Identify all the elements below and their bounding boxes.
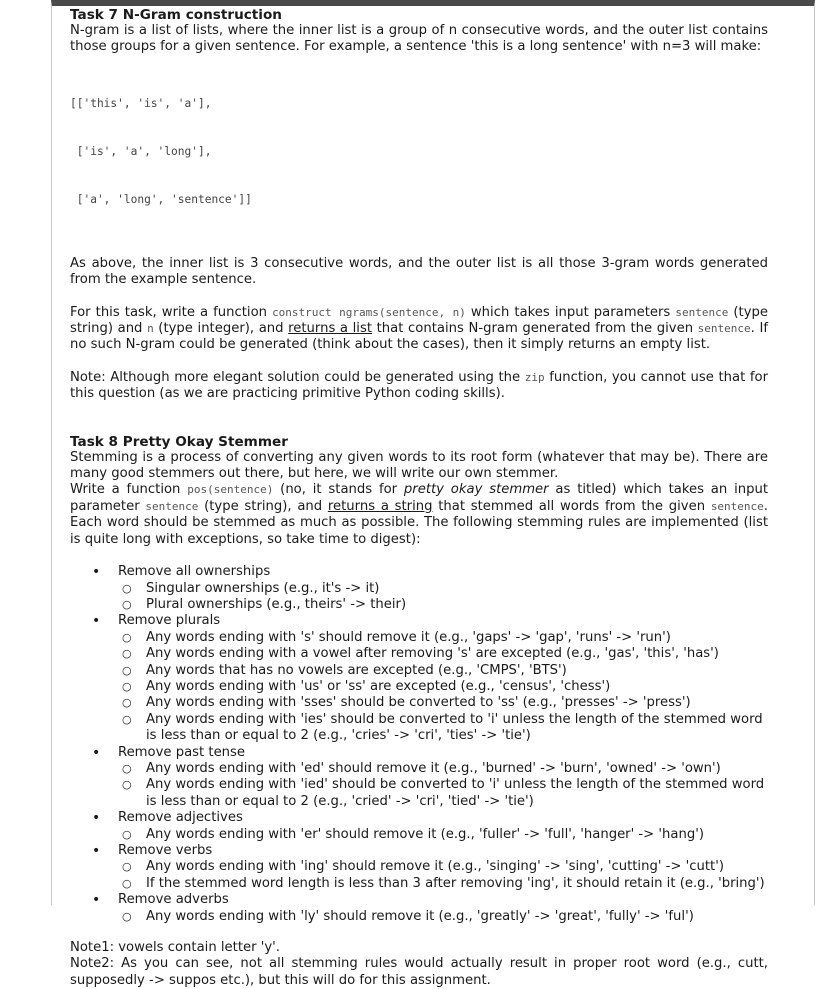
text: Note: Although more elegant solution could be generated using the [70, 369, 525, 385]
text: which takes input parameters [465, 304, 676, 320]
list-item-text: Plural ownerships (e.g., theirs' -> their) [146, 596, 407, 612]
text: For this task, write a function [70, 304, 273, 320]
circle-bullet-icon: ○ [122, 647, 132, 661]
list-item [118, 581, 768, 597]
text: (type integer), and [153, 321, 289, 337]
rule-plurals [70, 613, 768, 744]
list-item-text: Any words ending with 'ly' should remove it (e.g., 'greatly' -> 'great', 'fully' -> 'ful') [146, 908, 694, 924]
rule-label: Remove past tense [118, 744, 246, 760]
text: Write a function [70, 482, 188, 498]
task8-intro: Stemming is a process of converting any given words to its root form (whatever that may be). There are many good stemmers out there, but here, we will write our own stemmer. [70, 449, 768, 482]
list-item-text: Any words ending with 'ed' should remove it (e.g., 'burned' -> 'burn', 'owned' -> 'own') [146, 760, 721, 776]
list-item [118, 876, 768, 892]
note2: Note2: As you can see, not all stemming rules would actually result in proper root word (e.g., cutt, supposedly -> suppos etc.), but this will do for this assignment. [70, 956, 768, 988]
italic-phrase: pretty okay stemmer [403, 482, 549, 498]
text: (no, it stands for [273, 482, 404, 498]
circle-bullet-icon: ○ [122, 630, 132, 644]
list-item [118, 597, 768, 613]
rule-past-tense [70, 745, 768, 811]
ngram-example-code [70, 64, 768, 240]
rule-adverbs [70, 892, 768, 925]
task7-title: Task 7 N-Gram construction [70, 7, 282, 23]
circle-bullet-icon: ○ [122, 597, 132, 611]
circle-bullet-icon: ○ [122, 679, 132, 693]
text: (type string), and [198, 498, 328, 514]
list-item-text: Any words ending with 's' should remove it (e.g., 'gaps' -> 'gap', 'runs' -> 'run') [146, 629, 671, 645]
text: . Each word should be stemmed as much as possible. The following stemming rules are implemented (list is quite long with exceptions, so take time to digest): [70, 498, 768, 547]
bullet-icon: • [92, 564, 101, 581]
code-line: ['is', 'a', 'long'], [70, 144, 212, 158]
text: that contains N-gram generated from the given [372, 321, 698, 337]
bullet-icon: • [92, 843, 101, 859]
list-item [118, 827, 768, 843]
list-item [118, 909, 768, 925]
circle-bullet-icon: ○ [122, 696, 132, 710]
rule-label: Remove adverbs [118, 892, 229, 908]
task8-instructions [70, 482, 768, 548]
list-item [118, 859, 768, 875]
task7-explain: As above, the inner list is 3 consecutive words, and the outer list is all those 3-gram words generated from the example sentence. [70, 255, 768, 288]
circle-bullet-icon: ○ [122, 860, 132, 874]
text: . If no such N-gram could be generated (think about the cases), then it simply returns an empty list. [70, 321, 768, 353]
list-item-text: Any words ending with 'us' or 'ss' are excepted (e.g., 'census', 'chess') [146, 678, 611, 694]
circle-bullet-icon: ○ [122, 761, 132, 775]
list-item [118, 712, 768, 745]
param-sentence: sentence [145, 499, 199, 513]
task8-title: Task 8 Pretty Okay Stemmer [70, 433, 288, 450]
list-item-text: Any words ending with a vowel after removing 's' are excepted (e.g., 'gas', 'this', 'has') [146, 646, 719, 662]
param-sentence: sentence [675, 305, 729, 319]
list-item [118, 663, 768, 679]
zip-keyword: zip [524, 370, 545, 384]
task7-note [70, 370, 768, 403]
document-content [70, 7, 768, 989]
text: (type string) and [70, 304, 768, 337]
code-line: ['a', 'long', 'sentence']] [70, 192, 252, 206]
list-item [118, 777, 768, 810]
rule-label: Remove adjectives [118, 810, 243, 826]
task7-instructions [70, 305, 768, 354]
list-item-text: Any words ending with 'er' should remove it (e.g., 'fuller' -> 'full', 'hanger' -> 'hang') [146, 826, 704, 842]
circle-bullet-icon: ○ [122, 827, 132, 841]
function-signature: pos(sentence) [187, 483, 274, 497]
rule-label: Remove plurals [118, 613, 221, 629]
bullet-icon: • [92, 810, 101, 827]
circle-bullet-icon: ○ [122, 581, 132, 595]
list-item-text: Any words ending with 'sses' should be converted to 'ss' (e.g., 'presses' -> 'press') [146, 695, 691, 711]
text: that stemmed all words from the given [432, 498, 711, 514]
rule-label: Remove all ownerships [118, 564, 271, 580]
rule-verbs [70, 843, 768, 892]
circle-bullet-icon: ○ [122, 876, 132, 890]
circle-bullet-icon: ○ [122, 778, 132, 792]
list-item [118, 646, 768, 662]
circle-bullet-icon: ○ [122, 663, 132, 677]
rule-ownerships [70, 564, 768, 613]
param-sentence: sentence [697, 322, 751, 336]
param-n: n [147, 322, 154, 336]
returns-string-emphasis: returns a string [327, 498, 433, 514]
returns-list-emphasis: returns a list [288, 321, 373, 337]
bullet-icon: • [92, 613, 101, 630]
list-item [118, 761, 768, 777]
list-item [118, 630, 768, 646]
note1: Note1: vowels contain letter 'y'. [70, 940, 280, 956]
stemming-rules-list [70, 564, 768, 925]
function-signature: construct ngrams(sentence, n) [272, 305, 466, 319]
text: function, you cannot use that for this question (as we are practicing primitive Python coding skills). [70, 369, 768, 402]
param-sentence: sentence [710, 499, 764, 513]
task7-intro: N-gram is a list of lists, where the inner list is a group of n consecutive words, and the outer list contains those groups for a given sentence. For example, a sentence 'this is a long sentence' with n=3 will make: [70, 23, 768, 55]
circle-bullet-icon: ○ [122, 712, 132, 726]
rule-label: Remove verbs [118, 843, 213, 858]
list-item-text: Any words ending with 'ied' should be converted to 'i' unless the length of the stemmed word is less than or equal to 2 (e.g., 'cried' -> 'cri', 'tied' -> 'tie') [146, 777, 765, 809]
list-item-text: Singular ownerships (e.g., it's -> it) [146, 580, 380, 596]
rule-adjectives [70, 810, 768, 843]
list-item-text: If the stemmed word length is less than 3 after removing 'ing', it should retain it (e.g., 'bring') [146, 875, 765, 891]
code-line: [['this', 'is', 'a'], [70, 96, 212, 110]
list-item [118, 679, 768, 695]
bullet-icon: • [92, 744, 101, 761]
circle-bullet-icon: ○ [122, 909, 132, 923]
list-item-text: Any words ending with 'ies' should be converted to 'i' unless the length of the stemmed word is less than or equal to 2 (e.g., 'cries' -> 'cri', 'ties' -> 'tie') [146, 711, 763, 744]
list-item-text: Any words ending with 'ing' should remove it (e.g., 'singing' -> 'sing', 'cutting' -> 'cutt') [146, 859, 724, 875]
list-item-text: Any words that has no vowels are excepted (e.g., 'CMPS', 'BTS') [146, 662, 567, 678]
list-item [118, 695, 768, 711]
text: as titled) which takes an input parameter [70, 482, 768, 514]
bullet-icon: • [92, 892, 101, 909]
